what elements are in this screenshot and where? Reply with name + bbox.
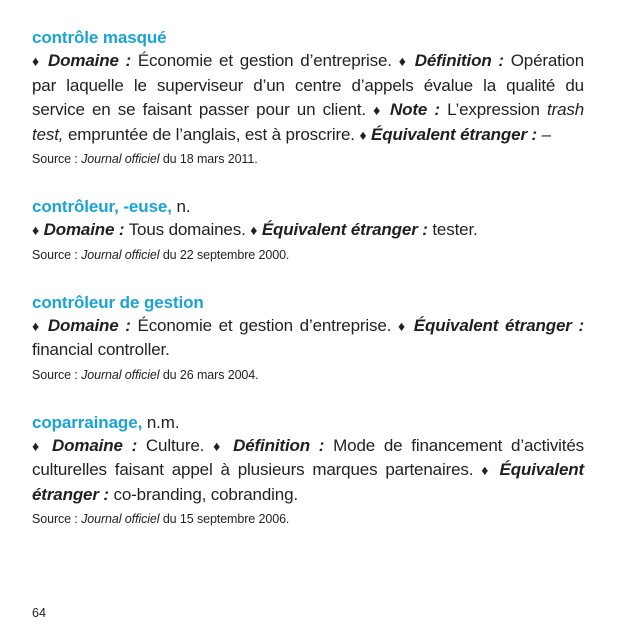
entry-grammar: n.: [176, 197, 191, 216]
source-date: du 15 septembre 2006.: [162, 512, 290, 526]
glossary-entry: [32, 412, 584, 530]
note-label: Note :: [389, 100, 440, 119]
source-prefix: Source :: [32, 367, 78, 382]
entry-heading: [32, 27, 584, 49]
source-date: du 22 septembre 2000.: [162, 247, 290, 262]
equivalent-value: financial controller.: [32, 340, 170, 359]
diamond-icon: ♦: [250, 222, 258, 238]
entry-heading: [32, 196, 584, 218]
source-journal: Journal officiel: [81, 247, 160, 262]
domaine-value: Tous domaines.: [128, 220, 246, 239]
source-journal: Journal officiel: [81, 152, 160, 166]
definition-label: Définition :: [233, 435, 325, 455]
glossary-entry: [32, 292, 584, 385]
domaine-label: Domaine :: [52, 435, 138, 455]
equivalent-value: tester.: [432, 220, 478, 239]
domaine-label: Domaine :: [43, 220, 125, 239]
diamond-icon: ♦: [481, 462, 492, 478]
entry-heading: [32, 412, 584, 434]
diamond-icon: ♦: [397, 317, 408, 334]
equivalent-label: Équivalent étranger :: [413, 315, 584, 335]
equivalent-label: Équivalent étranger :: [261, 220, 428, 239]
equivalent-value: –: [541, 124, 551, 144]
source-prefix: Source :: [32, 512, 78, 526]
domaine-value: Économie et gestion d’entreprise.: [137, 315, 392, 335]
diamond-icon: ♦: [213, 437, 225, 454]
source-journal: Journal officiel: [81, 367, 160, 382]
entry-term: coparrainage,: [32, 412, 143, 432]
entry-term: contrôle masqué: [32, 28, 167, 47]
entry-term: contrôleur, -euse,: [32, 197, 172, 216]
diamond-icon: ♦: [373, 102, 383, 118]
entry-body: [32, 49, 584, 147]
diamond-icon: ♦: [359, 126, 367, 143]
source-date: du 26 mars 2004.: [162, 367, 259, 382]
definition-value: Mode de financement d’activités culturelles faisant appel à plusieurs marques partenaires.: [32, 435, 585, 479]
diamond-icon: ♦: [32, 53, 42, 69]
entry-body: [32, 314, 584, 363]
equivalent-label: Équivalent étranger :: [371, 124, 537, 144]
definition-label: Définition :: [414, 51, 504, 70]
entry-source: [32, 245, 584, 265]
note-text-post: empruntée de l’anglais, est à proscrire.: [67, 124, 355, 144]
entry-source: [32, 509, 584, 529]
source-date: du 18 mars 2011.: [162, 152, 258, 166]
definition-value: Opération par laquelle le superviseur d’un centre d’appels évalue la qualité du service en se faisant passer pour un client.: [32, 51, 584, 119]
entry-source: [32, 149, 584, 169]
diamond-icon: ♦: [32, 437, 44, 454]
diamond-icon: ♦: [398, 53, 408, 69]
entry-grammar: n.m.: [146, 412, 180, 432]
domaine-value: Économie et gestion d’entreprise.: [137, 51, 392, 70]
domaine-value: Culture.: [145, 435, 205, 455]
diamond-icon: ♦: [32, 222, 39, 238]
source-prefix: Source :: [32, 247, 78, 262]
note-text-italic: trash test,: [32, 100, 585, 144]
domaine-label: Domaine :: [48, 51, 132, 70]
note-text-pre: L’expression: [447, 100, 540, 119]
diamond-icon: ♦: [32, 317, 42, 334]
page-number: 64: [32, 606, 46, 620]
equivalent-label: Équivalent étranger :: [32, 460, 584, 504]
equivalent-value: co-branding, cobranding.: [113, 484, 298, 504]
source-journal: Journal officiel: [81, 512, 160, 526]
entry-body: [32, 218, 584, 243]
entry-term: contrôleur de gestion: [32, 292, 204, 312]
glossary-entry: [32, 27, 584, 169]
entry-source: [32, 365, 584, 385]
entry-heading: [32, 292, 584, 314]
source-prefix: Source :: [32, 152, 78, 166]
domaine-label: Domaine :: [47, 315, 131, 335]
glossary-page: [32, 27, 584, 556]
glossary-entry: [32, 196, 584, 265]
entry-body: [32, 434, 584, 508]
